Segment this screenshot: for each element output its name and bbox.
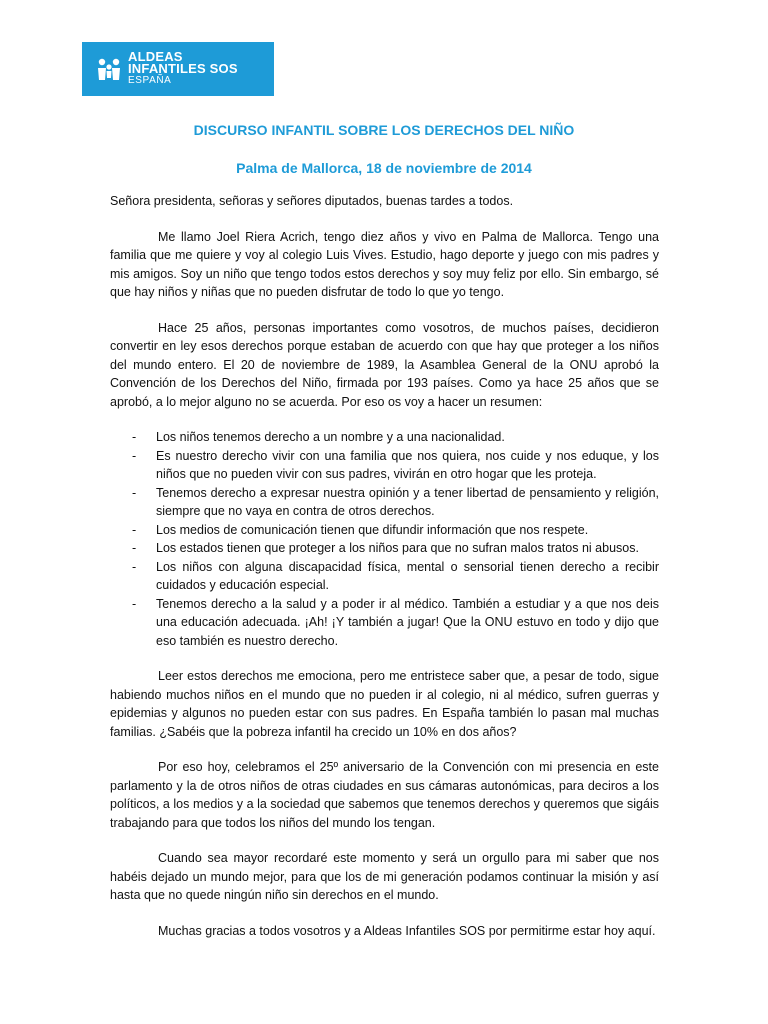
logo-wordmark bbox=[128, 51, 238, 87]
rights-list bbox=[110, 428, 659, 650]
logo-line-1: ALDEAS bbox=[128, 49, 183, 64]
speech-body bbox=[110, 192, 659, 957]
anniversary-paragraph: Por eso hoy, celebramos el 25º aniversario de la Convención con mi presencia en este parlamento y la de otros niños de otras ciudades en sus cámaras autonómicas, para deciros a los políticos, a los medios y a la sociedad que sabemos que tenemos derechos y queremos que sigáis trabajando para que todos los niños del mundo los tengan. bbox=[110, 760, 659, 830]
list-item bbox=[110, 558, 659, 595]
closing-paragraph: Muchas gracias a todos vosotros y a Aldeas Infantiles SOS por permitirme estar hoy aquí. bbox=[158, 923, 656, 938]
list-item-text: Los estados tienen que proteger a los niños para que no sufran malos tratos ni abusos. bbox=[156, 541, 639, 555]
list-item bbox=[110, 595, 659, 651]
list-item bbox=[110, 428, 659, 447]
list-item bbox=[110, 447, 659, 484]
list-item-text: Tenemos derecho a la salud y a poder ir al médico. También a estudiar y a que nos deis una educación adecuada. ¡Ah! ¡Y también a jugar! Que la ONU estuvo en todo y dijo que eso también es nuestro derecho. bbox=[156, 596, 659, 648]
list-item-text: Los medios de comunicación tienen que difundir información que nos respete. bbox=[156, 522, 589, 537]
list-item-text: Los niños tenemos derecho a un nombre y a una nacionalidad. bbox=[156, 430, 505, 444]
list-item bbox=[110, 484, 659, 521]
bullet-dash: - bbox=[132, 541, 137, 555]
bullet-dash: - bbox=[132, 596, 137, 611]
bullet-dash: - bbox=[132, 559, 137, 574]
logo-line-2: INFANTILES SOS bbox=[128, 61, 238, 76]
bullet-dash: - bbox=[132, 522, 137, 537]
logo-line-3: ESPAÑA bbox=[128, 75, 172, 86]
greeting-paragraph: Señora presidenta, señoras y señores diputados, buenas tardes a todos. bbox=[110, 194, 514, 208]
history-paragraph: Hace 25 años, personas importantes como vosotros, de muchos países, decidieron convertir en ley esos derechos porque estaban de acuerdo con que hay que proteger a los niños del mundo entero. El 20 de noviembre de 1989, la Asamblea General de la ONU aprobó la Convención de los Derechos del Niño, firmada por 193 países. Como ya hace 25 años que se aprobó, a lo mejor alguno no se acuerda. Por eso os voy a hacer un resumen: bbox=[110, 320, 659, 409]
intro-paragraph: Me llamo Joel Riera Acrich, tengo diez años y vivo en Palma de Mallorca. Tengo una familia que me quiere y voy al colegio Luis Vives. Estudio, hago deporte y juego con mis padres y mis amigos. Soy un niño que tengo todos estos derechos y soy muy feliz por ello. Sin embargo, sé que hay niños y niñas que no pueden disfrutar de todo lo que yo tengo. bbox=[110, 229, 659, 299]
bullet-dash: - bbox=[132, 448, 137, 463]
children-group-icon bbox=[96, 56, 122, 82]
emotion-paragraph: Leer estos derechos me emociona, pero me entristece saber que, a pesar de todo, sigue habiendo muchos niños en el mundo que no pueden ir al colegio, ni al médico, sufren guerras y epidemias y algunos no pueden estar con sus padres. En España también lo pasan mal muchas familias. ¿Sabéis que la pobreza infantil ha crecido un 10% en dos años? bbox=[110, 669, 659, 739]
document-subtitle: Palma de Mallorca, 18 de noviembre de 2014 bbox=[236, 160, 532, 176]
list-item-text: Es nuestro derecho vivir con una familia que nos quiera, nos cuide y nos eduque, y los niños que no pueden vivir con sus padres, vivirán en otro hogar que les proteja. bbox=[156, 448, 659, 481]
list-item-text: Tenemos derecho a expresar nuestra opinión y a tener libertad de pensamiento y religión, siempre que no vaya en contra de otros derechos. bbox=[156, 485, 659, 518]
list-item bbox=[110, 539, 659, 558]
list-item bbox=[110, 521, 659, 540]
document-title: DISCURSO INFANTIL SOBRE LOS DERECHOS DEL NIÑO bbox=[193, 122, 575, 138]
list-item-text: Los niños con alguna discapacidad física, mental o sensorial tienen derecho a recibir cuidados y educación especial. bbox=[156, 559, 659, 592]
organization-logo bbox=[82, 42, 274, 96]
bullet-dash: - bbox=[132, 430, 137, 444]
future-paragraph: Cuando sea mayor recordaré este momento y será un orgullo para mi saber que nos habéis dejado un mundo mejor, para que los de mi generación podamos continuar la misión y así hasta que no quede ningún niño sin derechos en el mundo. bbox=[110, 851, 659, 902]
bullet-dash: - bbox=[132, 485, 137, 500]
